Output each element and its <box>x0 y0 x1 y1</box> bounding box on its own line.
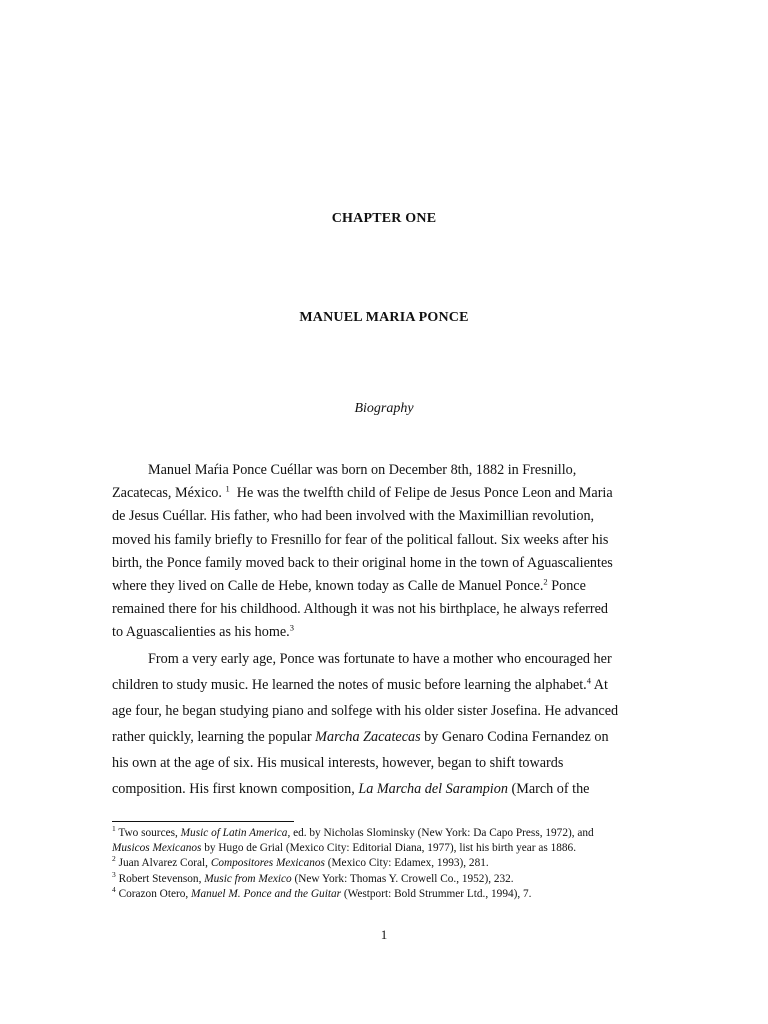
text-run: Manuel Maŕia Ponce Cuéllar was born on December 8th, 1882 in Fresnillo, <box>148 462 577 478</box>
page-number: 1 <box>380 927 388 942</box>
text-run: remained there for his childhood. Although it was not his birthplace, he always referred <box>112 601 609 618</box>
text-run: birth, the Ponce family moved back to their original home in the town of Aguascalientes <box>112 554 613 571</box>
text-run: Zacatecas, México. <box>112 485 222 502</box>
text-run: Juan Alvarez Coral, <box>115 857 211 870</box>
paragraph-line <box>112 529 644 552</box>
paragraph-line <box>112 698 644 724</box>
text-run: (New York: Thomas Y. Crowell Co., 1952), 232. <box>291 872 514 885</box>
text-run: moved his family briefly to Fresnillo for fear of the political fallout. Six weeks after his <box>112 531 609 548</box>
footnote-1 <box>112 826 652 841</box>
footnote-number: 3 <box>112 869 116 879</box>
work-title: Music of Latin America <box>180 827 288 839</box>
work-title: Marcha Zacatecas <box>315 728 421 745</box>
text-run: where they lived on Calle de Hebe, known today as Calle de Manuel Ponce. <box>112 578 544 595</box>
footnote-ref-3: 3 <box>289 622 294 633</box>
work-title: Compositores Mexicanos <box>210 857 325 870</box>
work-title: Musicos Mexicanos <box>112 842 202 855</box>
work-title: Manuel M. Ponce and the Guitar <box>191 887 342 900</box>
footnote-2 <box>112 856 652 871</box>
paragraph-line <box>112 482 644 505</box>
footnote-4 <box>112 887 652 902</box>
text-run: to Aguascalienties as his home. <box>112 624 290 641</box>
footnote-number: 4 <box>112 885 116 895</box>
text-run: composition. His first known composition, <box>112 780 359 797</box>
text-run: by Hugo de Grial (Mexico City: Editorial Diana, 1977), list his birth year as 1886. <box>201 842 577 855</box>
text-run: his own at the age of six. His musical interests, however, began to shift towards <box>112 754 564 771</box>
text-run: Ponce <box>547 578 586 595</box>
paragraph-2 <box>112 646 644 802</box>
paragraph-line <box>112 724 644 750</box>
paragraph-line <box>112 621 644 644</box>
section-heading: Biography <box>354 401 414 416</box>
text-run: (Mexico City: Edamex, 1993), 281. <box>324 857 489 870</box>
text-run: From a very early age, Ponce was fortunate to have a mother who encouraged her <box>148 650 612 667</box>
body-text <box>112 459 644 802</box>
text-run: At <box>590 676 608 693</box>
text-run: Corazon Otero, <box>115 887 192 900</box>
footnote-ref-4: 4 <box>586 674 591 685</box>
footnotes <box>112 826 652 902</box>
paragraph-line <box>112 646 644 672</box>
text-run: by Genaro Codina Fernandez on <box>420 728 609 745</box>
paragraph-line <box>112 776 644 802</box>
footnote-3 <box>112 869 652 887</box>
chapter-heading: CHAPTER ONE <box>331 211 437 226</box>
paragraph-line <box>112 672 644 698</box>
footnote-separator <box>112 821 294 822</box>
footnote-number: 1 <box>112 824 116 834</box>
chapter-title: MANUEL MARIA PONCE <box>299 310 469 325</box>
text-run: age four, he began studying piano and solfege with his older sister Josefina. He advanced <box>112 702 619 719</box>
footnote-ref-1: 1 <box>225 483 230 494</box>
paragraph-line <box>112 575 644 598</box>
paragraph-line <box>112 552 644 575</box>
text-run: , ed. by Nicholas Slominsky (New York: Da Capo Press, 1972), and <box>287 827 594 839</box>
text-run: He was the twelfth child of Felipe de Jesus Ponce Leon and Maria <box>229 485 613 502</box>
paragraph-line <box>112 459 644 482</box>
text-run: Two sources, <box>115 827 181 839</box>
paragraph-1 <box>112 459 644 645</box>
footnote-number: 2 <box>112 854 116 864</box>
text-run: Robert Stevenson, <box>115 872 205 885</box>
work-title: Music from Mexico <box>204 872 292 885</box>
footnote-ref-2: 2 <box>543 576 548 587</box>
text-run: de Jesus Cuéllar. His father, who had been involved with the Maximillian revolution, <box>112 508 595 525</box>
paragraph-line <box>112 750 644 776</box>
text-run: children to study music. He learned the notes of music before learning the alphabet. <box>112 676 587 693</box>
footnote-1-continued <box>112 841 652 856</box>
paragraph-line <box>112 598 644 621</box>
text-run: (Westport: Bold Strummer Ltd., 1994), 7. <box>341 887 532 900</box>
paragraph-line <box>112 505 644 528</box>
text-run: (March of the <box>507 780 590 797</box>
text-run: rather quickly, learning the popular <box>112 728 316 745</box>
work-title: La Marcha del Sarampion <box>358 780 508 797</box>
